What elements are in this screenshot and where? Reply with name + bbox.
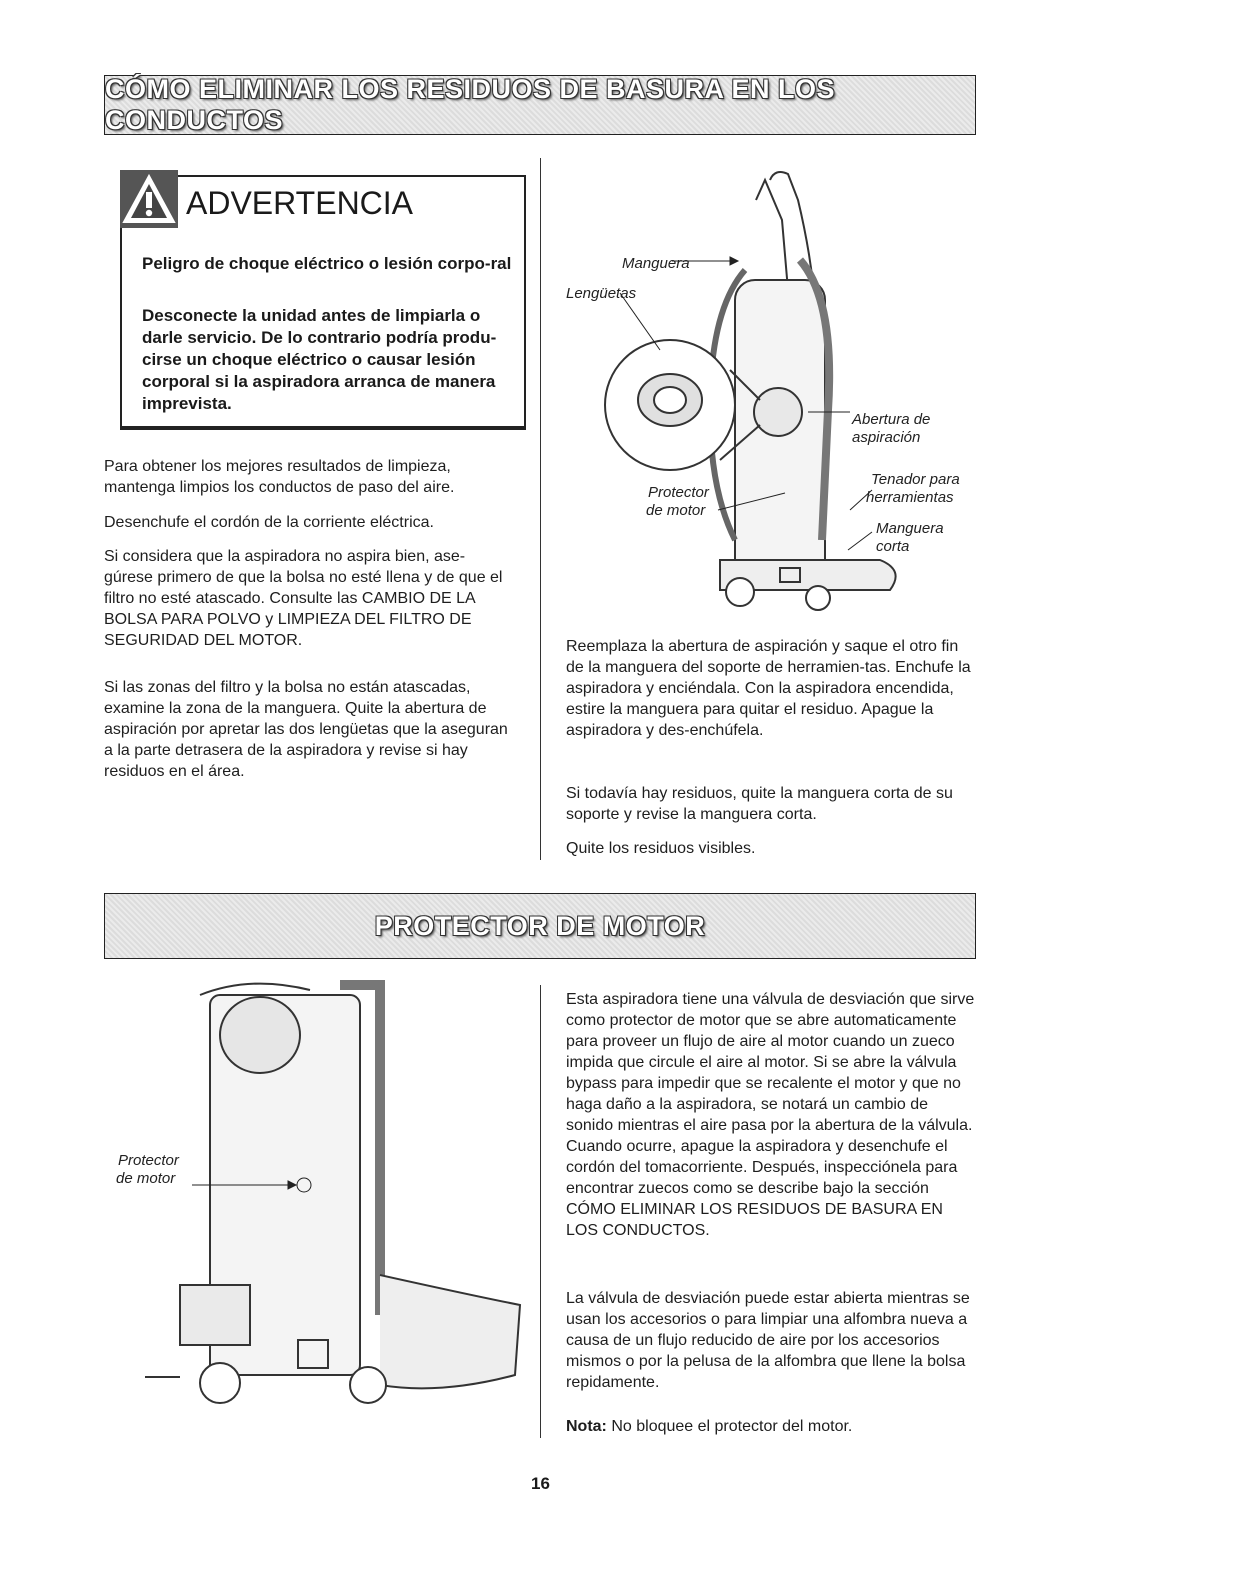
label-protector-2: de motor	[116, 1170, 176, 1187]
label-protector: Protector	[118, 1152, 179, 1169]
note-label: Nota:	[566, 1418, 607, 1435]
paragraph: Si las zonas del filtro y la bolsa no están atascadas, examine la zona de la manguera. Quite la abertura de aspiración por apretar las dos lengüetas que la aseguran a la parte detrasera de la aspiradora y revise si hay residuos en el área.	[104, 679, 508, 780]
section-title: PROTECTOR DE MOTOR	[374, 910, 706, 941]
label-manguera-corta-2: corta	[876, 538, 910, 555]
warning-instructions: Desconecte la unidad antes de limpiarla o darle servicio. De lo contrario podría produ-cirse un choque eléctrico o causar lesión corporal si la aspiradora arranca de manera imprevista.	[142, 306, 497, 413]
paragraph: Esta aspiradora tiene una válvula de desviación que sirve como protector de motor que se abre automaticamente para proveer un flujo de aire al motor cuando un zueco impida que circule el aire al motor. Si se abre la válvula bypass para impedir que se recalente el motor y que no haga daño a la aspiradora, se notará un cambio de sonido mientras el aire pasa por la abertura de la válvula. Cuando ocurre, apague la aspiradora y desenchufe el cordón del tomacorriente. Después, inspecciónela para encontrar zuecos como se describe bajo la sección CÓMO ELIMINAR LOS RESIDUOS DE BASURA EN LOS CONDUCTOS.	[566, 991, 975, 1239]
paragraph: Para obtener los mejores resultados de limpieza, mantenga limpios los conductos de paso del aire.	[104, 458, 455, 496]
label-protector-2: de motor	[646, 502, 706, 519]
warning-triangle-icon	[120, 170, 178, 228]
section-banner-conductos	[104, 75, 976, 135]
label-protector: Protector	[648, 484, 709, 501]
section-title: CÓMO ELIMINAR LOS RESIDUOS DE BASURA EN LOS CONDUCTOS	[105, 74, 836, 135]
column-divider	[540, 158, 541, 860]
vacuum-hose-illustration	[560, 160, 980, 615]
label-manguera: Manguera	[622, 255, 690, 272]
page-number: 16	[531, 1474, 550, 1493]
label-abertura: Abertura de	[852, 411, 931, 428]
label-abertura-2: aspiración	[852, 429, 921, 446]
warning-title: ADVERTENCIA	[186, 185, 414, 221]
paragraph: La válvula de desviación puede estar abierta mientras se usan los accesorios o para limpiar una alfombra nueva a causa de un flujo reducido de aire por los accesorios mismos o por la pelusa de la alfombra que llene la bolsa repidamente.	[566, 1290, 970, 1391]
note-text: No bloquee el protector del motor.	[606, 1418, 853, 1435]
label-lenguetas: Lengüetas	[566, 285, 637, 302]
note	[566, 1416, 976, 1437]
paragraph: Si considera que la aspiradora no aspira bien, ase-gúrese primero de que la bolsa no esté llena y de que el filtro no esté atascado. Consulte las CAMBIO DE LA BOLSA PARA POLVO y LIMPIEZA DEL FILTRO DE SEGURIDAD DEL MOTOR.	[104, 548, 503, 649]
paragraph: Quite los residuos visibles.	[566, 840, 756, 857]
warning-hazard: Peligro de choque eléctrico o lesión corpo-ral	[142, 254, 512, 273]
paragraph: Desenchufe el cordón de la corriente eléctrica.	[104, 514, 434, 531]
label-tenador-2: herramientas	[866, 489, 954, 506]
paragraph: Reemplaza la abertura de aspiración y saque el otro fin de la manguera del soporte de herramien-tas. Enchufe la aspiradora y enciéndala. Con la aspiradora encendida, estire la manguera para quitar el residuo. Apague la aspiradora y des-enchúfela.	[566, 638, 971, 739]
paragraph: Si todavía hay residuos, quite la manguera corta de su soporte y revise la manguera corta.	[566, 785, 953, 823]
column-divider	[540, 985, 541, 1438]
motor-protector-illustration	[140, 975, 530, 1415]
label-tenador: Tenador para	[871, 471, 960, 488]
label-manguera-corta: Manguera	[876, 520, 944, 537]
section-banner-protector	[104, 893, 976, 959]
